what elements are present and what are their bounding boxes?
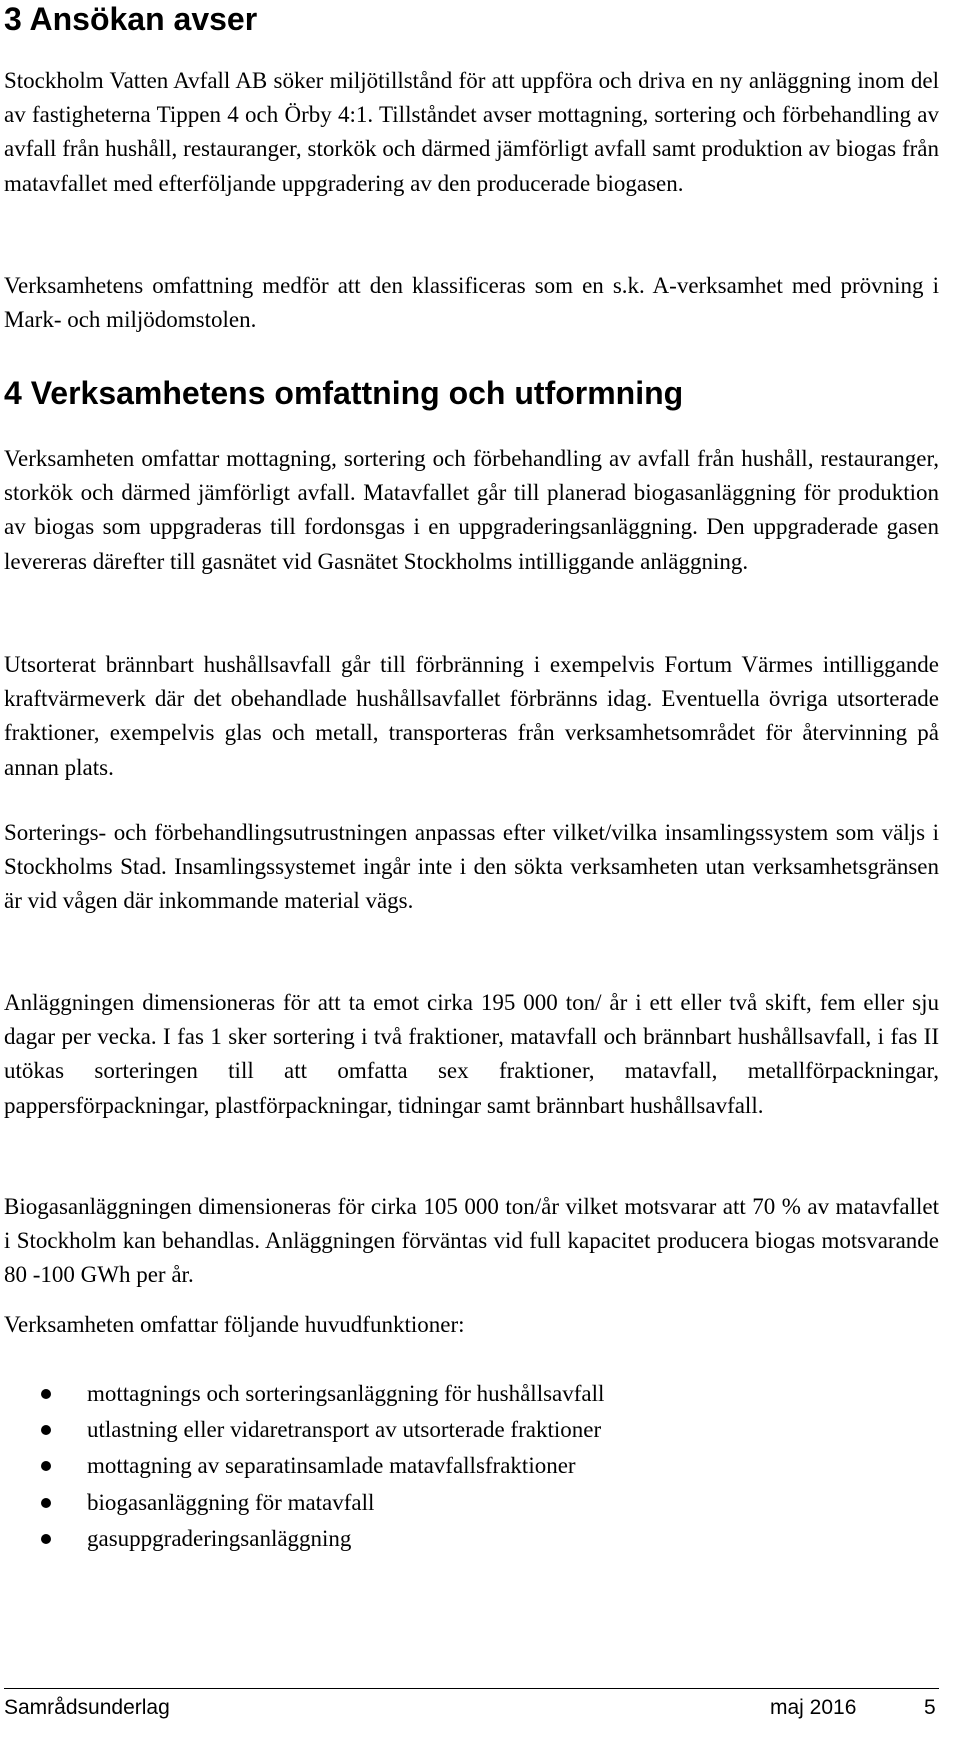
bullet-icon xyxy=(41,1389,51,1399)
section-number: 4 xyxy=(4,375,22,411)
footer-date: maj 2016 xyxy=(770,1696,857,1719)
list-item xyxy=(4,1412,604,1448)
list-item-text: gasuppgraderingsanläggning xyxy=(87,1525,352,1551)
paragraph: Biogasanläggningen dimensioneras för cirka 105 000 ton/år vilket motsvarar att 70 % av matavfallet i Stockholm kan behandlas. Anläggningen förväntas vid full kapacitet producera biogas motsvarande 80 -100 GWh per år. xyxy=(4,1194,939,1288)
list-item-text: biogasanläggning för matavfall xyxy=(87,1489,375,1515)
bullet-icon xyxy=(41,1425,51,1435)
list-item-text: mottagnings och sorteringsanläggning för hushållsavfall xyxy=(87,1381,605,1406)
footer-document-title: Samrådsunderlag xyxy=(4,1696,170,1719)
bullet-icon xyxy=(41,1461,51,1471)
list-item xyxy=(4,1485,604,1521)
paragraph: Sorterings- och förbehandlingsutrustningen anpassas efter vilket/vilka insamlingssystem som väljs i Stockholms Stad. Insamlingssystemet ingår inte i den sökta verksamheten utan verksamhetsgränsen är vid vågen där inkommande material vägs. xyxy=(4,820,939,914)
section-title: Verksamhetens omfattning och utformning xyxy=(30,375,684,411)
paragraph: Verksamhetens omfattning medför att den klassificeras som en s.k. A-verksamhet med prövning i Mark- och miljödomstolen. xyxy=(4,273,939,333)
paragraph: Verksamheten omfattar följande huvudfunktioner: xyxy=(4,1312,465,1337)
bullet-icon xyxy=(41,1534,51,1544)
paragraph: Utsorterat brännbart hushållsavfall går till förbränning i exempelvis Fortum Värmes intilliggande kraftvärmeverk där det obehandlade hushållsavfallet förbränns idag. Eventuella övriga utsorterade fraktioner, exempelvis glas och metall, transporteras från verksamhetsområdet för återvinning på annan plats. xyxy=(4,652,939,780)
paragraph: Anläggningen dimensioneras för att ta emot cirka 195 000 ton/ år i ett eller två skift, fem eller sju dagar per vecka. I fas 1 sker sortering i två fraktioner, matavfall och brännbart hushållsavfall, i fas II utökas sorteringen till att omfatta sex fraktioner, matavfall, metallförpackningar, pappersförpackningar, plastförpackningar, tidningar samt brännbart hushållsavfall. xyxy=(4,990,939,1118)
bullet-icon xyxy=(41,1498,51,1508)
function-list xyxy=(4,1376,604,1557)
paragraph: Verksamheten omfattar mottagning, sortering och förbehandling av avfall från hushåll, restauranger, storkök och därmed jämförligt avfall. Matavfallet går till planerad biogasanläggning för produktion av biogas som uppgraderas till fordonsgas i en uppgraderingsanläggning. Den uppgraderade gasen levereras därefter till gasnätet vid Gasnätet Stockholms intilliggande anläggning. xyxy=(4,446,939,574)
paragraph: Stockholm Vatten Avfall AB söker miljötillstånd för att uppföra och driva en ny anläggning inom del av fastigheterna Tippen 4 och Örby 4:1. Tillståndet avser mottagning, sortering och förbehandling av avfall från hushåll, restauranger, storkök och därmed jämförligt avfall samt produktion av biogas från matavfallet med efterföljande uppgradering av den producerade biogasen. xyxy=(4,68,939,196)
list-item-text: utlastning eller vidaretransport av utsorterade fraktioner xyxy=(87,1417,602,1443)
list-item xyxy=(4,1448,604,1484)
section-title: Ansökan avser xyxy=(29,1,258,37)
list-item xyxy=(4,1521,604,1557)
section-heading-4 xyxy=(4,374,683,412)
footer-divider xyxy=(4,1688,939,1689)
page-number: 5 xyxy=(924,1696,936,1719)
section-number: 3 xyxy=(4,1,22,37)
section-heading-3 xyxy=(4,0,257,38)
list-item xyxy=(4,1376,604,1412)
list-item-text: mottagning av separatinsamlade matavfallsfraktioner xyxy=(87,1453,576,1479)
